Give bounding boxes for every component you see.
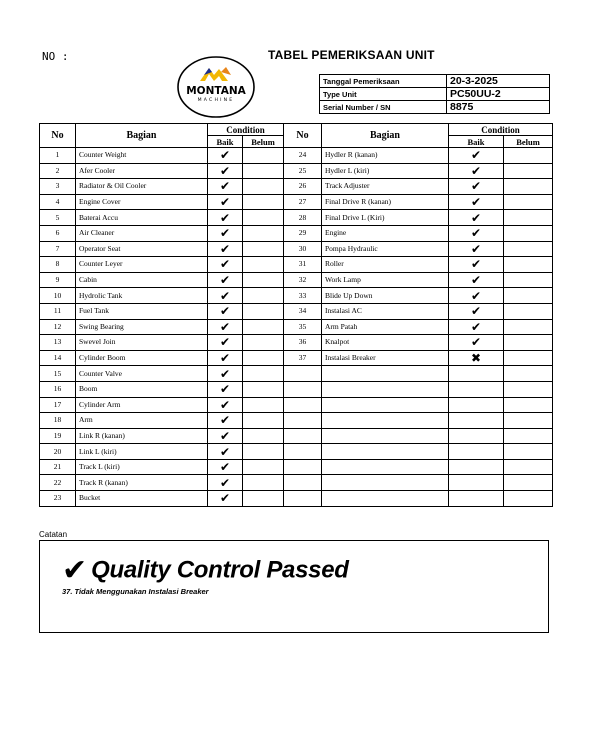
logo-wordmark: MONTANA xyxy=(186,85,246,97)
row-number: 3 xyxy=(40,179,76,195)
checkmark-icon: ✔ xyxy=(208,288,243,304)
row-part-name: Pompa Hydraulic xyxy=(322,241,449,257)
belum-cell xyxy=(243,413,284,429)
checkmark-icon: ✔ xyxy=(208,148,243,164)
belum-cell xyxy=(504,319,553,335)
baik-cell xyxy=(449,459,504,475)
row-part-name: Radiator & Oil Cooler xyxy=(76,179,208,195)
row-number xyxy=(284,413,322,429)
info-value: PC50UU-2 xyxy=(447,88,550,101)
row-number: 25 xyxy=(284,163,322,179)
baik-cell xyxy=(449,428,504,444)
row-part-name xyxy=(322,491,449,507)
belum-cell xyxy=(243,428,284,444)
catatan-box xyxy=(39,540,549,633)
row-number: 27 xyxy=(284,194,322,210)
baik-cell xyxy=(449,366,504,382)
belum-cell xyxy=(504,413,553,429)
row-number xyxy=(284,397,322,413)
row-number: 21 xyxy=(40,459,76,475)
info-label: Type Unit xyxy=(320,88,447,101)
row-number: 10 xyxy=(40,288,76,304)
row-number xyxy=(284,444,322,460)
table-row xyxy=(40,444,553,460)
belum-cell xyxy=(243,210,284,226)
info-value: 8875 xyxy=(447,101,550,114)
row-part-name: Boom xyxy=(76,381,208,397)
checkmark-icon: ✔ xyxy=(208,397,243,413)
catatan-note: 37. Tidak Menggunakan Instalasi Breaker xyxy=(62,587,209,596)
belum-cell xyxy=(243,319,284,335)
belum-cell xyxy=(243,491,284,507)
row-number: 37 xyxy=(284,350,322,366)
col-bagian-header: Bagian xyxy=(76,124,208,148)
checkmark-icon: ✔ xyxy=(208,194,243,210)
belum-cell xyxy=(243,366,284,382)
row-number: 18 xyxy=(40,413,76,429)
col-no-header: No xyxy=(284,124,322,148)
baik-cell xyxy=(449,413,504,429)
info-label: Serial Number / SN xyxy=(320,101,447,114)
baik-cell xyxy=(449,381,504,397)
checkmark-icon: ✔ xyxy=(449,148,504,164)
checkmark-icon: ✔ xyxy=(449,335,504,351)
checkmark-icon: ✔ xyxy=(449,241,504,257)
row-part-name: Final Drive R (kanan) xyxy=(322,194,449,210)
row-part-name xyxy=(322,475,449,491)
table-row xyxy=(40,225,553,241)
info-label: Tanggal Pemeriksaan xyxy=(320,75,447,88)
row-number: 33 xyxy=(284,288,322,304)
table-row xyxy=(40,413,553,429)
table-row xyxy=(40,210,553,226)
table-row xyxy=(40,194,553,210)
table-row xyxy=(40,288,553,304)
row-number: 14 xyxy=(40,350,76,366)
belum-cell xyxy=(504,179,553,195)
qc-passed-text: Quality Control Passed xyxy=(91,556,349,584)
row-number: 8 xyxy=(40,257,76,273)
row-number: 23 xyxy=(40,491,76,507)
belum-cell xyxy=(504,366,553,382)
belum-cell xyxy=(243,397,284,413)
belum-cell xyxy=(243,459,284,475)
belum-cell xyxy=(504,428,553,444)
belum-cell xyxy=(504,272,553,288)
checkmark-icon: ✔ xyxy=(449,257,504,273)
row-part-name: Operator Seat xyxy=(76,241,208,257)
table-row xyxy=(40,272,553,288)
belum-cell xyxy=(504,475,553,491)
table-row xyxy=(40,491,553,507)
baik-cell xyxy=(449,491,504,507)
col-belum-header: Belum xyxy=(243,136,284,148)
row-part-name: Arm Patah xyxy=(322,319,449,335)
baik-cell xyxy=(449,397,504,413)
belum-cell xyxy=(243,475,284,491)
belum-cell xyxy=(243,148,284,164)
row-part-name: Afer Cooler xyxy=(76,163,208,179)
col-condition-header: Condition xyxy=(208,124,284,136)
checkmark-icon: ✔ xyxy=(449,194,504,210)
row-number: 35 xyxy=(284,319,322,335)
checkmark-icon: ✔ xyxy=(449,303,504,319)
row-part-name: Fuel Tank xyxy=(76,303,208,319)
belum-cell xyxy=(504,163,553,179)
table-row xyxy=(40,257,553,273)
checkmark-icon: ✔ xyxy=(208,179,243,195)
belum-cell xyxy=(243,350,284,366)
row-number: 12 xyxy=(40,319,76,335)
checkmark-icon: ✔ xyxy=(208,319,243,335)
row-number: 17 xyxy=(40,397,76,413)
row-number: 24 xyxy=(284,148,322,164)
row-part-name: Track Adjuster xyxy=(322,179,449,195)
table-row xyxy=(40,397,553,413)
checkmark-icon: ✔ xyxy=(208,335,243,351)
checkmark-icon: ✔ xyxy=(208,210,243,226)
row-part-name: Work Lamp xyxy=(322,272,449,288)
checkmark-icon: ✔ xyxy=(449,163,504,179)
row-number: 32 xyxy=(284,272,322,288)
row-number: 7 xyxy=(40,241,76,257)
row-part-name xyxy=(322,366,449,382)
checkmark-icon: ✔ xyxy=(208,257,243,273)
checkmark-icon: ✔ xyxy=(208,459,243,475)
row-part-name: Track L (kiri) xyxy=(76,459,208,475)
row-part-name: Link L (kiri) xyxy=(76,444,208,460)
cross-icon: ✖ xyxy=(449,350,504,366)
row-part-name: Hydler L (kiri) xyxy=(322,163,449,179)
belum-cell xyxy=(243,444,284,460)
table-row xyxy=(40,428,553,444)
col-baik-header: Baik xyxy=(449,136,504,148)
row-number: 4 xyxy=(40,194,76,210)
table-row xyxy=(40,148,553,164)
row-number: 2 xyxy=(40,163,76,179)
checkmark-icon: ✔ xyxy=(208,366,243,382)
qc-banner xyxy=(62,553,349,588)
checkmark-icon: ✔ xyxy=(208,381,243,397)
catatan-label: Catatan xyxy=(39,530,68,539)
logo-subtitle: MACHINE xyxy=(197,98,235,103)
baik-cell xyxy=(449,444,504,460)
belum-cell xyxy=(243,303,284,319)
row-part-name: Cabin xyxy=(76,272,208,288)
row-part-name: Counter Valve xyxy=(76,366,208,382)
belum-cell xyxy=(504,335,553,351)
belum-cell xyxy=(504,491,553,507)
checkmark-icon: ✔ xyxy=(208,225,243,241)
table-row xyxy=(40,179,553,195)
row-number: 22 xyxy=(40,475,76,491)
table-row xyxy=(40,350,553,366)
belum-cell xyxy=(504,241,553,257)
row-part-name xyxy=(322,444,449,460)
row-part-name: Link R (kanan) xyxy=(76,428,208,444)
belum-cell xyxy=(243,257,284,273)
belum-cell xyxy=(243,179,284,195)
row-number: 16 xyxy=(40,381,76,397)
row-number: 5 xyxy=(40,210,76,226)
row-part-name: Instalasi Breaker xyxy=(322,350,449,366)
row-part-name: Instalasi AC xyxy=(322,303,449,319)
col-belum-header: Belum xyxy=(504,136,553,148)
row-part-name: Baterai Accu xyxy=(76,210,208,226)
table-row xyxy=(40,381,553,397)
row-part-name: Cylinder Arm xyxy=(76,397,208,413)
belum-cell xyxy=(243,335,284,351)
row-number: 11 xyxy=(40,303,76,319)
row-number xyxy=(284,428,322,444)
checkmark-icon: ✔ xyxy=(449,179,504,195)
row-number xyxy=(284,491,322,507)
checkmark-icon: ✔ xyxy=(208,444,243,460)
row-part-name: Knalpot xyxy=(322,335,449,351)
row-number: 28 xyxy=(284,210,322,226)
row-number: 29 xyxy=(284,225,322,241)
row-number: 20 xyxy=(40,444,76,460)
checkmark-icon: ✔ xyxy=(208,303,243,319)
inspection-table xyxy=(39,123,553,507)
row-number: 31 xyxy=(284,257,322,273)
document-title: TABEL PEMERIKSAAN UNIT xyxy=(268,48,435,62)
belum-cell xyxy=(504,381,553,397)
baik-cell xyxy=(449,475,504,491)
checkmark-icon: ✔ xyxy=(449,319,504,335)
checkmark-icon: ✔ xyxy=(208,428,243,444)
row-part-name: Swevel Join xyxy=(76,335,208,351)
row-number: 13 xyxy=(40,335,76,351)
belum-cell xyxy=(504,397,553,413)
row-number: 36 xyxy=(284,335,322,351)
checkmark-icon: ✔ xyxy=(449,225,504,241)
row-number xyxy=(284,459,322,475)
row-part-name: Engine xyxy=(322,225,449,241)
row-number xyxy=(284,366,322,382)
belum-cell xyxy=(504,225,553,241)
row-part-name: Arm xyxy=(76,413,208,429)
row-number: 30 xyxy=(284,241,322,257)
row-part-name: Hydrolic Tank xyxy=(76,288,208,304)
table-row xyxy=(40,335,553,351)
row-number xyxy=(284,381,322,397)
row-number: 34 xyxy=(284,303,322,319)
checkmark-icon: ✔ xyxy=(208,163,243,179)
row-part-name: Swing Bearing xyxy=(76,319,208,335)
belum-cell xyxy=(504,459,553,475)
row-part-name: Roller xyxy=(322,257,449,273)
checkmark-icon: ✔ xyxy=(208,241,243,257)
row-part-name xyxy=(322,381,449,397)
checkmark-icon: ✔ xyxy=(62,553,88,588)
checkmark-icon: ✔ xyxy=(208,491,243,507)
info-value: 20-3-2025 xyxy=(447,75,550,88)
belum-cell xyxy=(504,288,553,304)
checkmark-icon: ✔ xyxy=(208,272,243,288)
belum-cell xyxy=(243,288,284,304)
belum-cell xyxy=(243,241,284,257)
checkmark-icon: ✔ xyxy=(449,272,504,288)
col-baik-header: Baik xyxy=(208,136,243,148)
belum-cell xyxy=(243,163,284,179)
belum-cell xyxy=(504,257,553,273)
row-number: 15 xyxy=(40,366,76,382)
belum-cell xyxy=(504,444,553,460)
row-part-name: Blide Up Down xyxy=(322,288,449,304)
table-row xyxy=(40,366,553,382)
checkmark-icon: ✔ xyxy=(208,350,243,366)
row-part-name xyxy=(322,413,449,429)
checkmark-icon: ✔ xyxy=(208,475,243,491)
col-no-header: No xyxy=(40,124,76,148)
checkmark-icon: ✔ xyxy=(208,413,243,429)
row-number: 19 xyxy=(40,428,76,444)
belum-cell xyxy=(504,148,553,164)
table-row xyxy=(40,475,553,491)
belum-cell xyxy=(243,272,284,288)
row-part-name: Counter Leyer xyxy=(76,257,208,273)
belum-cell xyxy=(243,381,284,397)
row-number: 26 xyxy=(284,179,322,195)
row-part-name: Bucket xyxy=(76,491,208,507)
unit-info-table xyxy=(319,74,550,114)
row-part-name: Cylinder Boom xyxy=(76,350,208,366)
row-part-name xyxy=(322,428,449,444)
row-part-name: Track R (kanan) xyxy=(76,475,208,491)
row-number: 6 xyxy=(40,225,76,241)
belum-cell xyxy=(243,194,284,210)
info-row xyxy=(320,88,550,101)
row-number: 9 xyxy=(40,272,76,288)
row-number: 1 xyxy=(40,148,76,164)
row-part-name: Final Drive L (Kiri) xyxy=(322,210,449,226)
row-part-name: Engine Cover xyxy=(76,194,208,210)
belum-cell xyxy=(504,350,553,366)
table-row xyxy=(40,459,553,475)
belum-cell xyxy=(504,210,553,226)
row-number xyxy=(284,475,322,491)
info-row xyxy=(320,75,550,88)
col-bagian-header: Bagian xyxy=(322,124,449,148)
col-condition-header: Condition xyxy=(449,124,553,136)
belum-cell xyxy=(504,303,553,319)
checkmark-icon: ✔ xyxy=(449,288,504,304)
belum-cell xyxy=(243,225,284,241)
table-row xyxy=(40,319,553,335)
row-part-name xyxy=(322,459,449,475)
row-part-name: Hydler R (kanan) xyxy=(322,148,449,164)
info-row xyxy=(320,101,550,114)
montana-machine-logo xyxy=(176,55,256,119)
row-part-name xyxy=(322,397,449,413)
table-row xyxy=(40,163,553,179)
row-part-name: Counter Weight xyxy=(76,148,208,164)
table-row xyxy=(40,303,553,319)
table-row xyxy=(40,241,553,257)
no-label: NO : xyxy=(42,50,69,63)
checkmark-icon: ✔ xyxy=(449,210,504,226)
row-part-name: Air Cleaner xyxy=(76,225,208,241)
belum-cell xyxy=(504,194,553,210)
